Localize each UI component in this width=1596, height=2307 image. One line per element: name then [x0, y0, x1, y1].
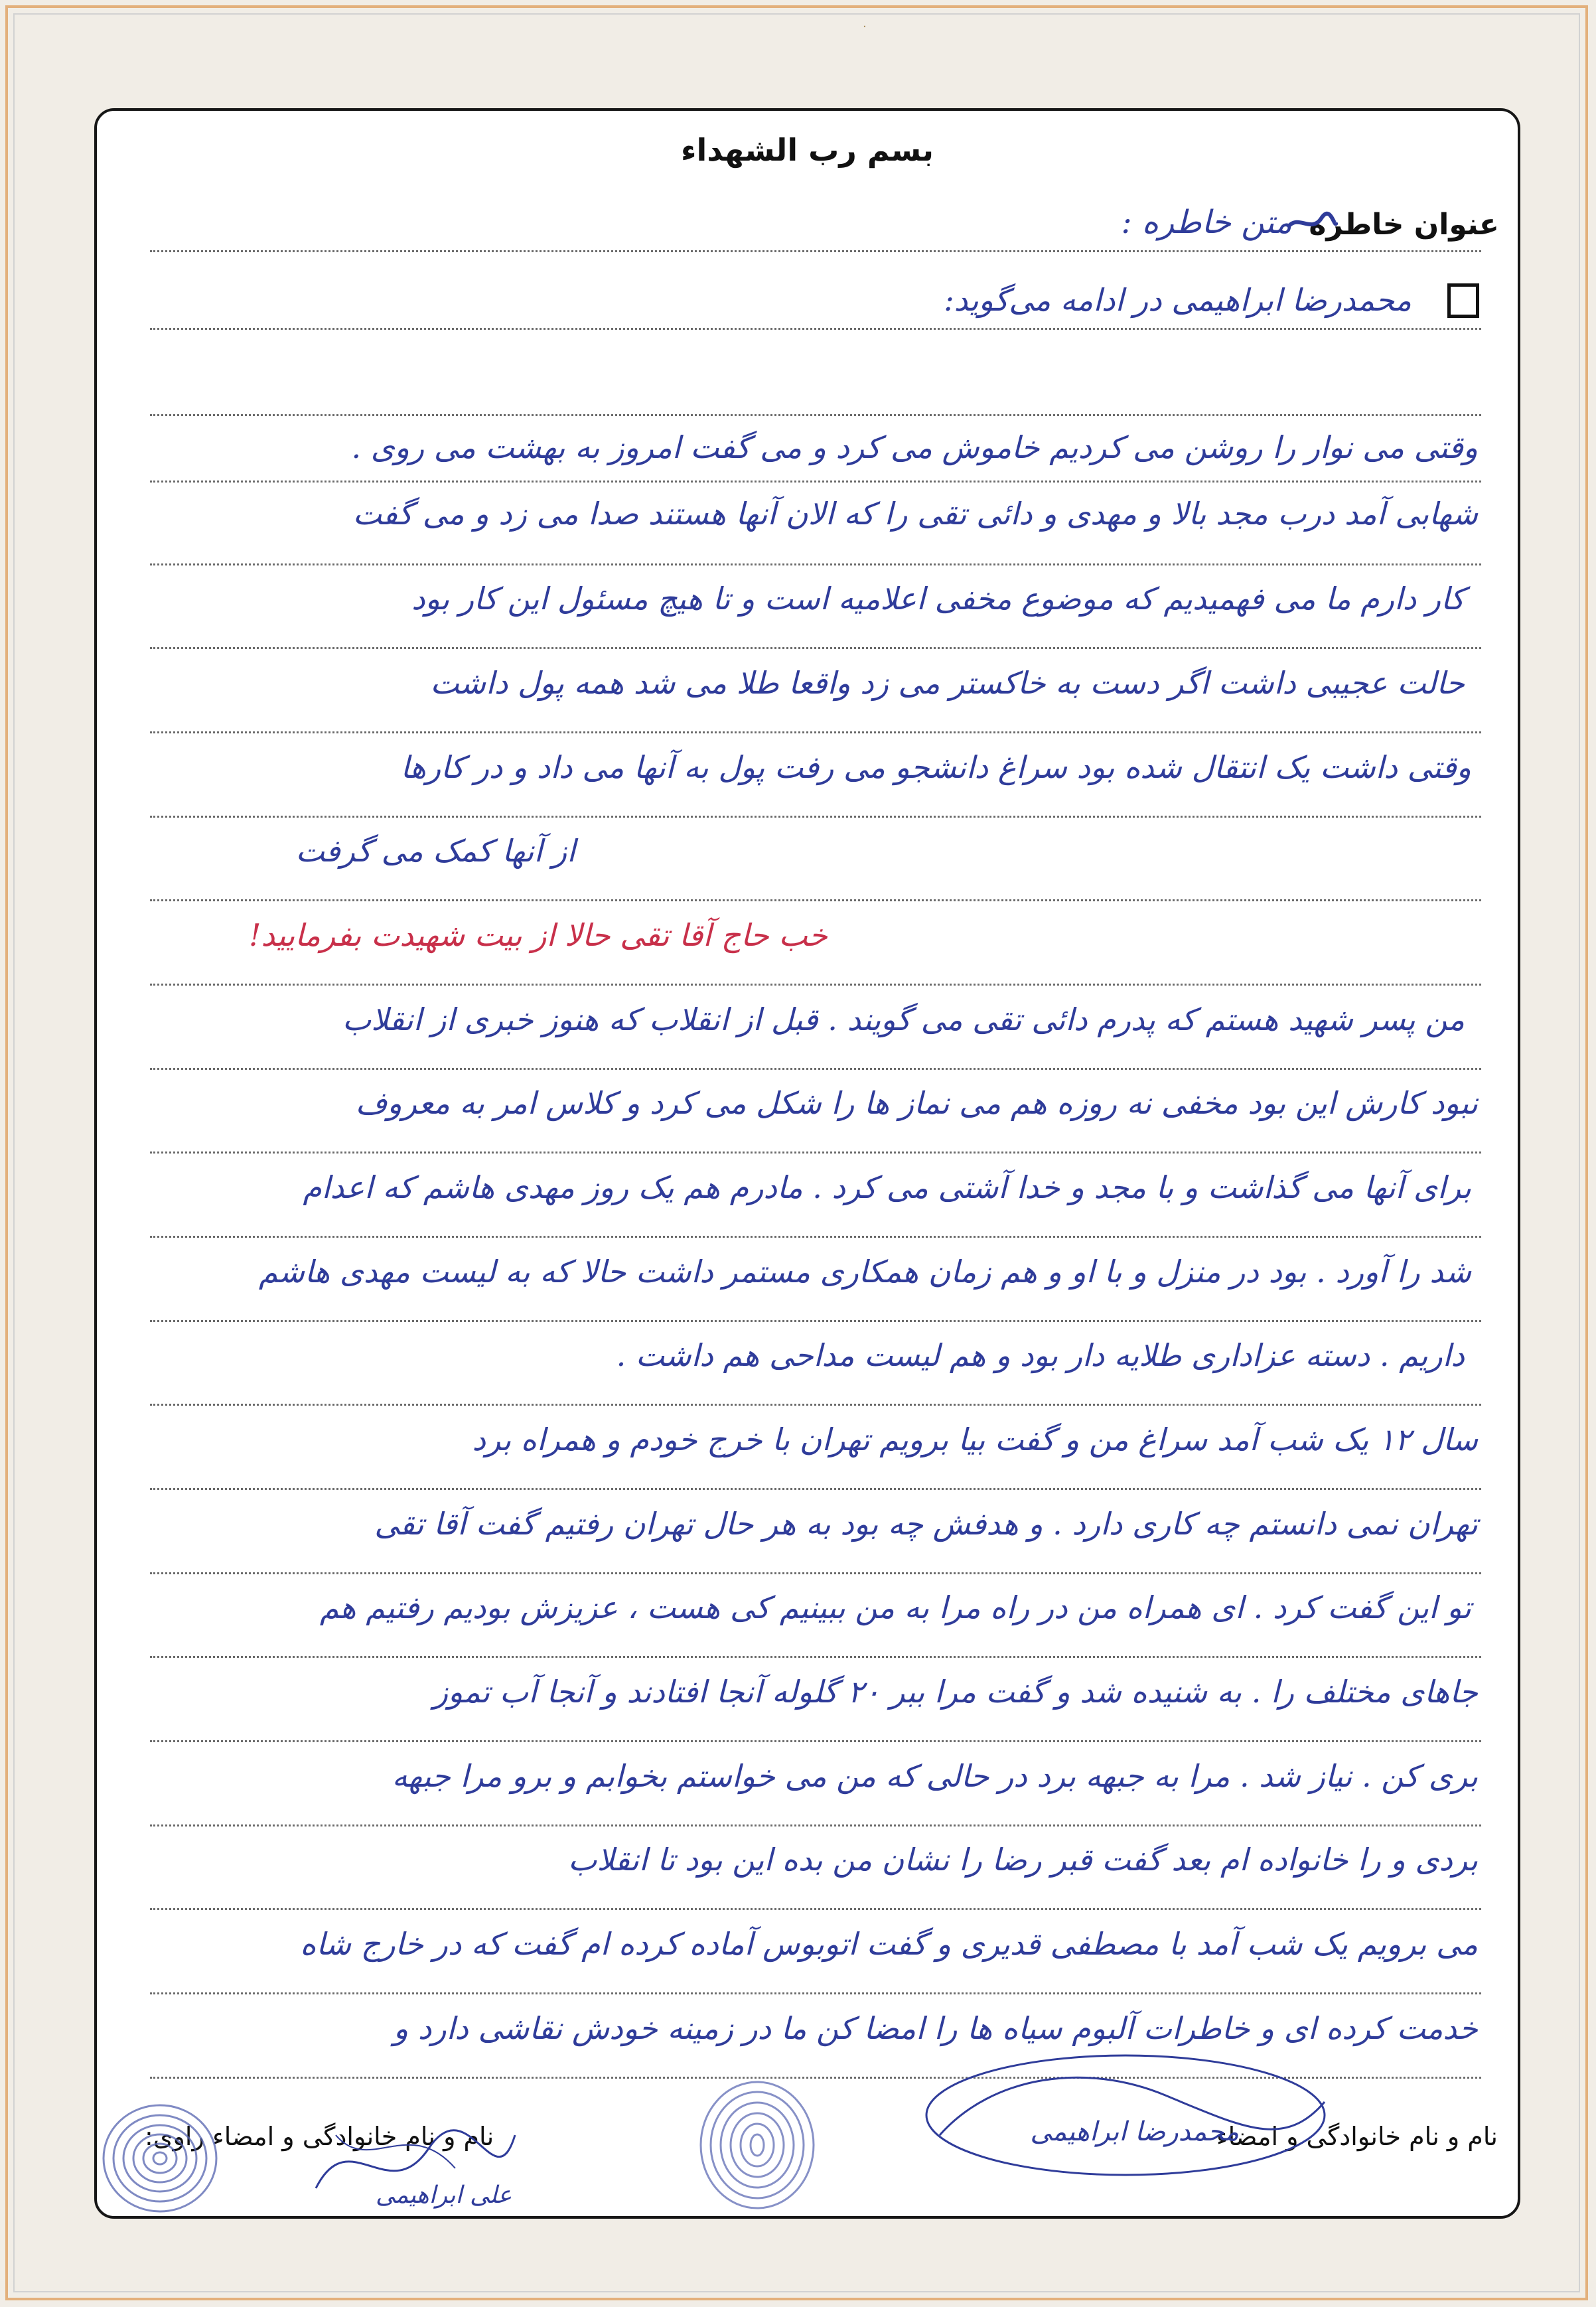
memory-line: داریم . دسته عزاداری طلایه دار بود و هم لیست مداحی هم داشت . — [616, 1337, 1465, 1373]
rule-line — [150, 563, 1481, 565]
form-checkbox[interactable] — [1447, 283, 1479, 318]
memory-line: بری کن . نیاز شد . مرا به جبهه برد در حالی که من می خواستم بخوابم و برو مرا جبهه — [392, 1758, 1478, 1794]
fingerprint-icon — [97, 2095, 223, 2221]
memory-line: حالت عجیبی داشت اگر دست به خاکستر می زد واقعا طلا می شد همه پول داشت — [430, 665, 1465, 701]
memory-line: از آنها کمک می گرفت — [295, 833, 575, 869]
memory-line: شد را آورد . بود در منزل و با او و هم زمان همکاری مستمر داشت حالا که به لیست مهدی هاشم — [258, 1254, 1471, 1290]
writer-signature-label: نام و نام خانوادگی و امضاء — [1216, 2122, 1498, 2151]
memory-line: تو این گفت کرد . ای همراه من در راه مرا به من ببینیم کی هست ، عزیزش بودیم رفتیم هم — [319, 1590, 1471, 1625]
memory-line: شهابی آمد درب مجد بالا و مهدی و دائی تقی را که الان آنها هستند صدا می زد و می گفت — [352, 496, 1478, 532]
memory-line: تهران نمی دانستم چه کاری دارد . و هدفش چه بود به هر حال تهران رفتیم گفت آقا تقی — [374, 1506, 1478, 1542]
rule-line — [150, 1068, 1481, 1070]
memory-line: وقتی داشت یک انتقال شده بود سراغ دانشجو می رفت پول به آنها می داد و در کارها — [400, 749, 1471, 785]
form-title: بسم رب الشهداء — [681, 132, 934, 168]
memory-line: کار دارم ما می فهمیدیم که موضوع مخفی اعلامیه است و تا هیچ مسئول این کار بود — [411, 581, 1465, 617]
memory-title-value: متن خاطره : — [1121, 204, 1292, 241]
rule-line — [150, 1488, 1481, 1490]
memory-line: نبود کارش این بود مخفی نه روزه هم می نماز ها را شکل می کرد و کلاس امر به معروف — [355, 1085, 1478, 1121]
rule-line — [150, 1152, 1481, 1154]
fingerprint-icon — [694, 2075, 820, 2215]
rule-line — [150, 1656, 1481, 1658]
rule-line — [150, 984, 1481, 986]
interviewer-question: خب حاج آقا تقی حالا از بیت شهیدت بفرمایید! — [249, 917, 828, 953]
rule-line — [150, 1236, 1481, 1238]
memory-line: من پسر شهید هستم که پدرم دائی تقی می گویند . قبل از انقلاب که هنوز خبری از انقلاب — [342, 1002, 1465, 1037]
memory-form-sheet — [94, 108, 1520, 2219]
rule-line — [150, 250, 1481, 252]
rule-line — [150, 1824, 1481, 1826]
rule-line — [150, 1908, 1481, 1910]
memory-line: سال ۱۲ یک شب آمد سراغ من و گفت بیا برویم تهران با خرج خودم و همراه برد — [472, 1422, 1478, 1457]
rule-line — [150, 1320, 1481, 1322]
rule-line — [150, 647, 1481, 649]
rule-line — [150, 899, 1481, 901]
memory-line: می برویم یک شب آمد با مصطفی قدیری و گفت اتوبوس آماده کرده ام گفت که در خارج شاه — [300, 1926, 1478, 1962]
signature-scribble-icon — [913, 2036, 1338, 2188]
narrator-signature-label: نام و نام خانوادگی و امضاء راوی: — [145, 2122, 494, 2151]
narrator-intro-line: محمدرضا ابراهیمی در ادامه می‌گوید: — [944, 282, 1412, 318]
scribble-icon — [1285, 210, 1338, 237]
rule-line — [150, 731, 1481, 733]
memory-title-label: عنوان خاطره — [1309, 208, 1499, 242]
rule-line — [150, 1572, 1481, 1574]
memory-line: جاهای مختلف را . به شنیده شد و گفت مرا ببر ۲۰ گلوله آنجا افتادند و آنجا آب تموز — [433, 1674, 1478, 1710]
rule-line — [150, 1740, 1481, 1742]
signature-scribble-icon — [309, 2109, 522, 2221]
rule-line — [150, 481, 1481, 483]
scan-artifact-mark: · — [863, 20, 867, 34]
writer-signature: محمدرضا ابراهیمی — [1030, 2117, 1239, 2147]
rule-line — [150, 1992, 1481, 1994]
memory-line: برای آنها می گذاشت و با مجد و خدا آشتی می کرد . مادرم هم یک روز مهدی هاشم که اعدام — [303, 1169, 1471, 1205]
memory-line: بردی و را خانواده ام بعد گفت قبر رضا را نشان من بده این بود تا انقلاب — [568, 1842, 1478, 1878]
rule-line — [150, 1404, 1481, 1406]
rule-line — [150, 328, 1481, 330]
rule-line — [150, 414, 1481, 416]
memory-line: خدمت کرده ای و خاطرات آلبوم سیاه ها را امضا کن ما در زمینه خودش نقاشی دارد و — [394, 2010, 1478, 2046]
memory-line: وقتی می نوار را روشن می کردیم خاموش می کرد و می گفت امروز به بهشت می روی . — [351, 429, 1478, 465]
rule-line — [150, 816, 1481, 818]
narrator-signature: علی ابراهیمی — [376, 2182, 512, 2209]
